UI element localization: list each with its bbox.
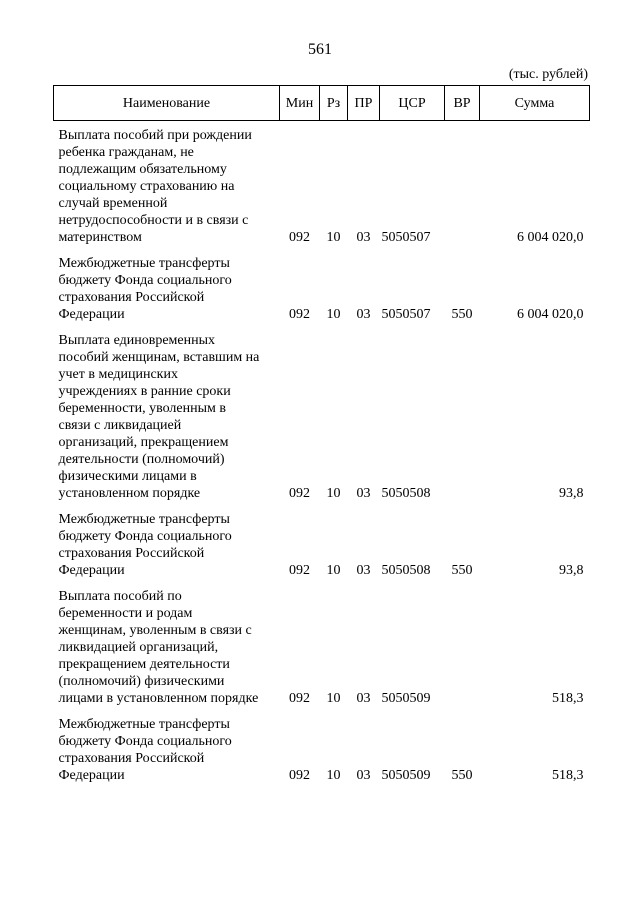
row-vr: 550 — [451, 768, 473, 783]
budget-table — [53, 85, 590, 784]
row-name-line: женщинам, уволенным в связи с — [58, 623, 252, 638]
row-vr — [445, 323, 480, 502]
row-name-line: ребенка гражданам, не — [58, 145, 194, 160]
row-name-line: материнством — [58, 230, 142, 245]
row-min: 092 — [289, 230, 310, 245]
row-name-line: Федерации — [58, 307, 125, 322]
row-min: 092 — [289, 563, 310, 578]
header-pr: ПР — [348, 86, 380, 121]
row-vr: 550 — [451, 307, 473, 322]
row-name-line: Межбюджетные трансферты — [58, 717, 230, 732]
row-name-line: беременности и родам — [58, 606, 193, 621]
header-rz: Рз — [320, 86, 348, 121]
row-name-line: учет в медицинских — [58, 367, 178, 382]
row-pr: 03 — [356, 691, 371, 706]
row-pr: 03 — [356, 230, 371, 245]
row-sum: 518,3 — [552, 768, 584, 783]
table-row — [54, 579, 590, 707]
row-name — [54, 121, 280, 247]
row-rz: 10 — [326, 768, 341, 783]
row-vr — [445, 579, 480, 707]
row-name — [54, 579, 280, 707]
row-pr: 03 — [356, 486, 371, 501]
row-name-line: нетрудоспособности и в связи с — [58, 213, 249, 228]
table-header-row — [54, 86, 590, 121]
header-name: Наименование — [54, 86, 280, 121]
row-csr: 5050508 — [381, 563, 431, 578]
row-name-line: страхования Российской — [58, 290, 205, 305]
row-name-line: связи с ликвидацией — [58, 418, 182, 433]
row-sum: 93,8 — [559, 486, 584, 501]
row-name-line: пособий женщинам, вставшим на — [58, 350, 260, 365]
row-name-line: бюджету Фонда социального — [58, 273, 232, 288]
row-name-line: Федерации — [58, 768, 125, 783]
row-vr — [445, 121, 480, 247]
header-min: Мин — [280, 86, 320, 121]
row-csr: 5050508 — [381, 486, 431, 501]
row-name-line: прекращением деятельности — [58, 657, 230, 672]
table-row — [54, 246, 590, 323]
row-min: 092 — [289, 691, 310, 706]
row-name-line: деятельности (полномочий) — [58, 452, 225, 467]
row-csr: 5050509 — [381, 768, 431, 783]
row-name-line: социальному страхованию на — [58, 179, 235, 194]
row-sum: 6 004 020,0 — [517, 230, 584, 245]
row-name-line: Выплата единовременных — [58, 333, 216, 348]
units-label: (тыс. рублей) — [508, 67, 588, 82]
row-min: 092 — [289, 768, 310, 783]
row-pr: 03 — [356, 307, 371, 322]
row-name-line: Федерации — [58, 563, 125, 578]
row-name-line: подлежащим обязательному — [58, 162, 227, 177]
row-pr: 03 — [356, 563, 371, 578]
row-name-line: ликвидацией организаций, — [58, 640, 219, 655]
row-sum: 6 004 020,0 — [517, 307, 584, 322]
row-vr: 550 — [451, 563, 473, 578]
row-min: 092 — [289, 307, 310, 322]
table-body — [54, 121, 590, 785]
row-name — [54, 707, 280, 784]
row-csr: 5050507 — [381, 230, 431, 245]
row-name-line: страхования Российской — [58, 751, 205, 766]
table-row — [54, 323, 590, 502]
row-min: 092 — [289, 486, 310, 501]
row-name-line: организаций, прекращением — [58, 435, 229, 450]
row-name-line: бюджету Фонда социального — [58, 529, 232, 544]
row-name-line: физическими лицами в — [58, 469, 197, 484]
row-name-line: (полномочий) физическими — [58, 674, 225, 689]
row-name-line: установленном порядке — [58, 486, 201, 501]
row-name-line: страхования Российской — [58, 546, 205, 561]
page-number: 561 — [308, 41, 332, 58]
row-name — [54, 323, 280, 502]
row-name-line: лицами в установленном порядке — [58, 691, 259, 706]
row-csr: 5050507 — [381, 307, 431, 322]
row-sum: 518,3 — [552, 691, 584, 706]
row-name-line: Выплата пособий при рождении — [58, 128, 252, 143]
row-rz: 10 — [326, 230, 341, 245]
row-name-line: учреждениях в ранние сроки — [58, 384, 231, 399]
row-pr: 03 — [356, 768, 371, 783]
row-name-line: бюджету Фонда социального — [58, 734, 232, 749]
table-row — [54, 502, 590, 579]
header-sum: Сумма — [480, 86, 590, 121]
row-name-line: Межбюджетные трансферты — [58, 256, 230, 271]
row-name-line: случай временной — [58, 196, 168, 211]
row-sum: 93,8 — [559, 563, 584, 578]
table-row — [54, 121, 590, 247]
header-csr: ЦСР — [380, 86, 445, 121]
row-name — [54, 246, 280, 323]
row-rz: 10 — [326, 563, 341, 578]
row-name-line: беременности, уволенным в — [58, 401, 226, 416]
row-rz: 10 — [326, 307, 341, 322]
row-csr: 5050509 — [381, 691, 431, 706]
header-vr: ВР — [445, 86, 480, 121]
row-rz: 10 — [326, 691, 341, 706]
row-name — [54, 502, 280, 579]
row-name-line: Межбюджетные трансферты — [58, 512, 230, 527]
row-rz: 10 — [326, 486, 341, 501]
table-row — [54, 707, 590, 784]
row-name-line: Выплата пособий по — [58, 589, 182, 604]
